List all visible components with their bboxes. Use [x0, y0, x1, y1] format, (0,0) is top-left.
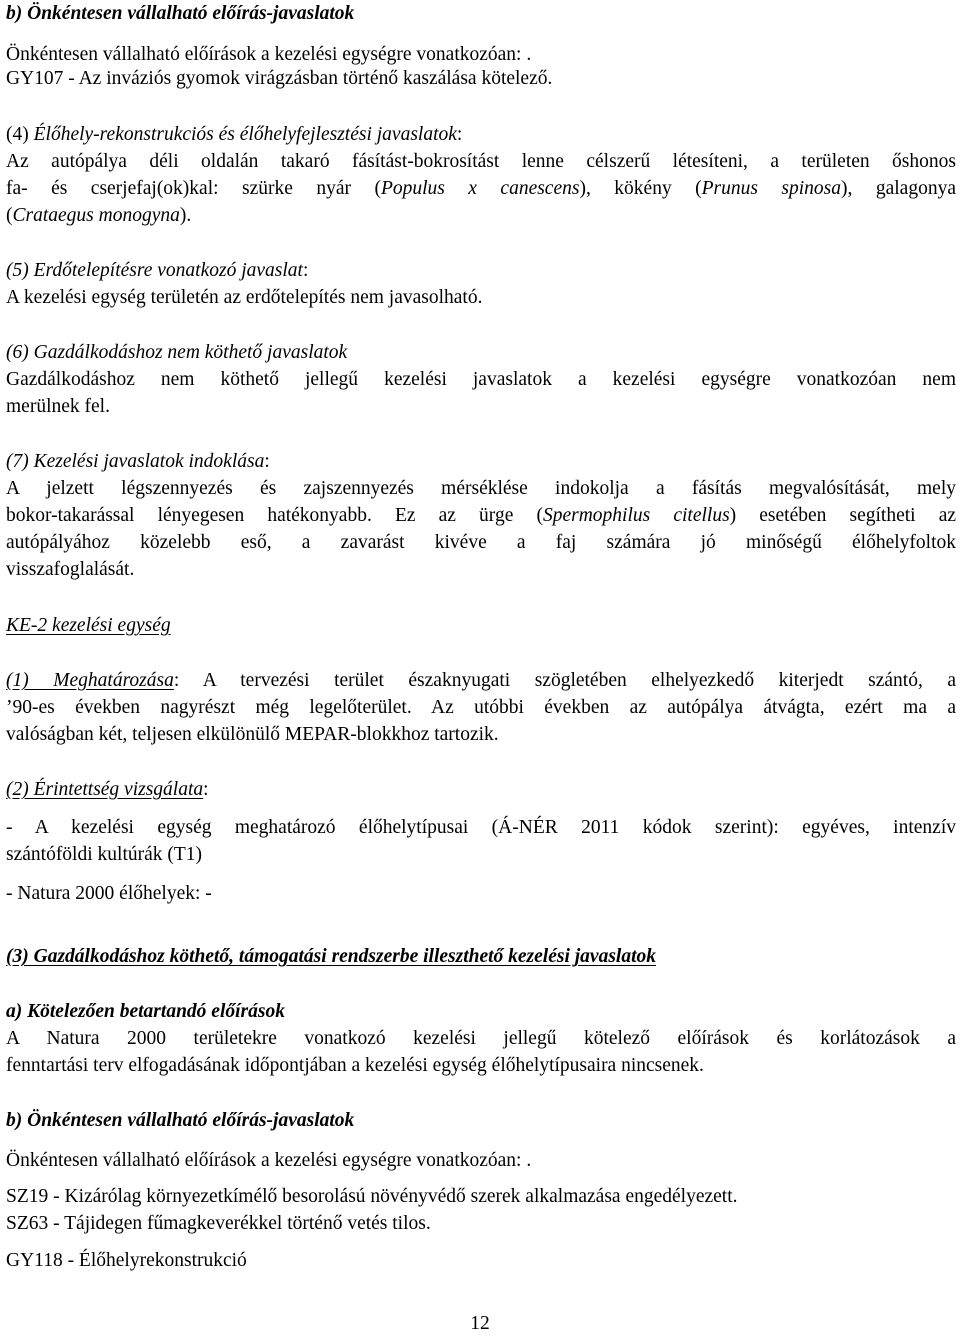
prescription-item: SZ19 - Kizárólag környezetkímélő besorolású növényvédő szerek alkalmazása engedélyezett.	[6, 1186, 738, 1207]
paragraph-line	[6, 504, 956, 528]
heading-text: (5) Erdőtelepítésre vonatkozó javaslat	[6, 260, 303, 281]
section-heading-farming: (3) Gazdálkodáshoz köthető, támogatási rendszerbe illeszthető kezelési javaslatok	[6, 946, 657, 967]
section-heading-non-farming: (6) Gazdálkodáshoz nem köthető javaslatok	[6, 342, 348, 363]
section-heading-assessment	[6, 778, 209, 802]
paragraph-line: A Natura 2000 területekre vonatkozó kezelési jellegű kötelező előírások és korlátozások a	[6, 1028, 956, 1049]
heading-colon: :	[302, 260, 309, 281]
text-run: ) esetében segítheti az	[729, 505, 956, 526]
paragraph-line: Önkéntesen vállalható előírások a kezelési egységre vonatkozóan: .	[6, 44, 532, 65]
section-heading-habitat-reconstruction	[6, 123, 462, 147]
species-name: Populus x canescens	[380, 178, 580, 199]
paragraph-line	[6, 669, 956, 693]
paragraph-line: valóságban két, teljesen elkülönülő MEPAR-blokkhoz tartozik.	[6, 724, 499, 745]
heading-text: (7) Kezelési javaslatok indoklása	[6, 451, 265, 472]
page-number: 12	[470, 1313, 490, 1334]
paragraph-line: ’90-es években nagyrészt még legelőterület. Az utóbbi években az autópálya átvágta, ezért ma a	[6, 697, 956, 718]
section-heading-voluntary: b) Önkéntesen vállalható előírás-javaslatok	[6, 3, 355, 24]
section-heading-justification	[6, 450, 270, 474]
subsection-heading-mandatory: a) Kötelezően betartandó előírások	[6, 1001, 285, 1022]
heading-text: Élőhely-rekonstrukciós és élőhelyfejlesztési javaslatok	[33, 124, 457, 145]
paragraph-line: autópályához közelebb eső, a zavarást kivéve a faj számára jó minőségű élőhelyfoltok	[6, 532, 956, 553]
paragraph-line: Az autópálya déli oldalán takaró fásítást-bokrosítást lenne célszerű létesíteni, a területen őshonos	[6, 151, 956, 172]
section-heading-afforestation	[6, 259, 308, 283]
text-run: fa- és cserjefaj(ok)kal: szürke nyár (	[6, 178, 381, 199]
heading-colon: :	[264, 451, 270, 472]
unit-title: KE-2 kezelési egység	[6, 615, 171, 636]
paragraph-line: A kezelési egység területén az erdőtelepítés nem javasolható.	[6, 287, 483, 308]
paragraph-line: - Natura 2000 élőhelyek: -	[6, 883, 212, 904]
text-run: ).	[179, 205, 192, 226]
species-name: Crataegus monogyna	[12, 205, 180, 226]
prescription-item: GY118 - Élőhelyrekonstrukció	[6, 1250, 247, 1271]
paragraph-line: fenntartási terv elfogadásának időpontjában a kezelési egység élőhelytípusaira nincsenek.	[6, 1055, 704, 1076]
text-run: (	[6, 205, 13, 226]
definition-heading: (1) Meghatározása	[6, 670, 174, 691]
prescription-item: GY107 - Az inváziós gyomok virágzásban történő kaszálása kötelező.	[6, 68, 553, 89]
heading-colon: :	[456, 124, 463, 145]
heading-number: (4)	[6, 124, 34, 145]
paragraph-line: szántóföldi kultúrák (T1)	[6, 844, 203, 865]
paragraph-line: merülnek fel.	[6, 396, 110, 417]
paragraph-line: - A kezelési egység meghatározó élőhelytípusai (Á-NÉR 2011 kódok szerint): egyéves, intenzív	[6, 817, 956, 838]
heading-colon: :	[203, 779, 209, 800]
paragraph-line: visszafoglalását.	[6, 559, 135, 580]
text-run: : A tervezési terület északnyugati szögletében elhelyezkedő kiterjedt szántó, a	[173, 670, 956, 691]
text-run: ), galagonya	[841, 178, 956, 199]
subsection-heading-voluntary: b) Önkéntesen vállalható előírás-javaslatok	[6, 1110, 355, 1131]
species-name: Spermophilus citellus	[542, 505, 730, 526]
text-run: ), kökény (	[579, 178, 702, 199]
paragraph-line: A jelzett légszennyezés és zajszennyezés mérséklése indokolja a fásítás megvalósítását, mely	[6, 478, 956, 499]
text-run: bokor-takarással lényegesen hatékonyabb. Ez az ürge (	[6, 505, 543, 526]
species-name: Prunus spinosa	[701, 178, 842, 199]
paragraph-line	[6, 177, 956, 201]
paragraph-line: Gazdálkodáshoz nem köthető jellegű kezelési javaslatok a kezelési egységre vonatkozóan nem	[6, 369, 956, 390]
prescription-item: SZ63 - Tájidegen fűmagkeverékkel történő vetés tilos.	[6, 1213, 431, 1234]
heading-text: (2) Érintettség vizsgálata	[6, 779, 204, 800]
paragraph-line: Önkéntesen vállalható előírások a kezelési egységre vonatkozóan: .	[6, 1150, 532, 1171]
paragraph-line	[6, 204, 191, 228]
